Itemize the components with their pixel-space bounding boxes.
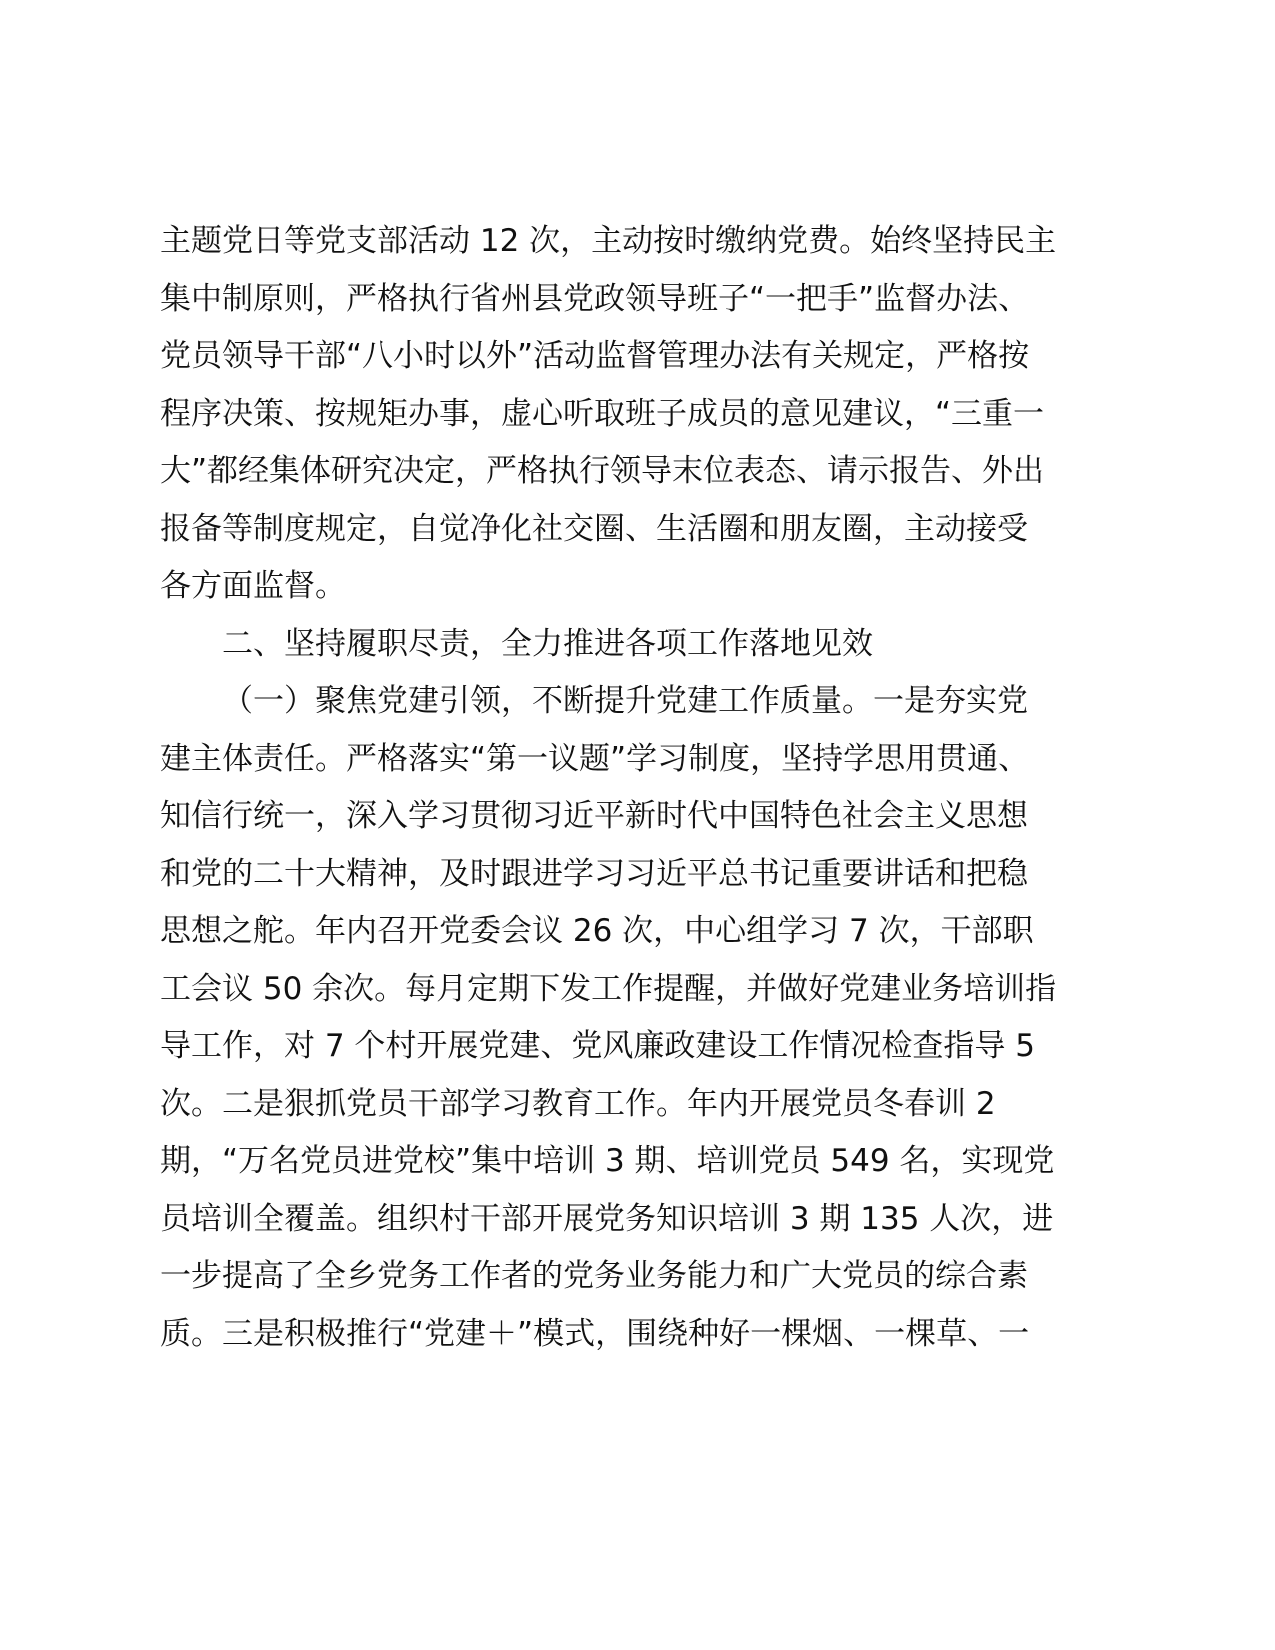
- body-line: 各方面监督。: [160, 568, 346, 604]
- document-body: [160, 213, 1120, 1363]
- body-line: 知信行统一，深入学习贯彻习近平新时代中国特色社会主义思想: [160, 798, 1028, 834]
- body-line: 次。二是狠抓党员干部学习教育工作。年内开展党员冬春训 2: [160, 1085, 996, 1122]
- subsection-first-line: （一）聚焦党建引领，不断提升党建工作质量。一是夯实党: [222, 683, 1028, 719]
- body-line: 集中制原则，严格执行省州县党政领导班子“一把手”监督办法、: [160, 280, 1030, 317]
- body-line: 思想之舵。年内召开党委会议 26 次，中心组学习 7 次，干部职: [160, 913, 1034, 949]
- body-line: 一步提高了全乡党务工作者的党务业务能力和广大党员的综合素: [160, 1258, 1028, 1294]
- body-line: 期，“万名党员进党校”集中培训 3 期、培训党员 549 名，实现党: [160, 1143, 1055, 1179]
- section-heading: 二、坚持履职尽责，全力推进各项工作落地见效: [222, 625, 873, 662]
- body-line: 程序决策、按规矩办事，虚心听取班子成员的意见建议，“三重一: [160, 395, 1045, 432]
- body-line: 工会议 50 余次。每月定期下发工作提醒，并做好党建业务培训指: [160, 970, 1057, 1007]
- body-line: 导工作，对 7 个村开展党建、党风廉政建设工作情况检查指导 5: [160, 1028, 1036, 1064]
- body-line: 建主体责任。严格落实“第一议题”学习制度，坚持学思用贯通、: [160, 740, 1030, 777]
- body-line: 党员领导干部“八小时以外”活动监督管理办法有关规定，严格按: [160, 338, 1030, 374]
- body-line: 员培训全覆盖。组织村干部开展党务知识培训 3 期 135 人次，进: [160, 1200, 1054, 1237]
- body-line: 质。三是积极推行“党建＋”模式，围绕种好一棵烟、一棵草、一: [160, 1315, 1030, 1352]
- body-line: 和党的二十大精神，及时跟进学习习近平总书记重要讲话和把稳: [160, 855, 1028, 892]
- body-line: 大”都经集体研究决定，严格执行领导末位表态、请示报告、外出: [160, 453, 1045, 489]
- body-line: 报备等制度规定，自觉净化社交圈、生活圈和朋友圈，主动接受: [160, 510, 1028, 547]
- body-line: 主题党日等党支部活动 12 次，主动按时缴纳党费。始终坚持民主: [160, 223, 1057, 259]
